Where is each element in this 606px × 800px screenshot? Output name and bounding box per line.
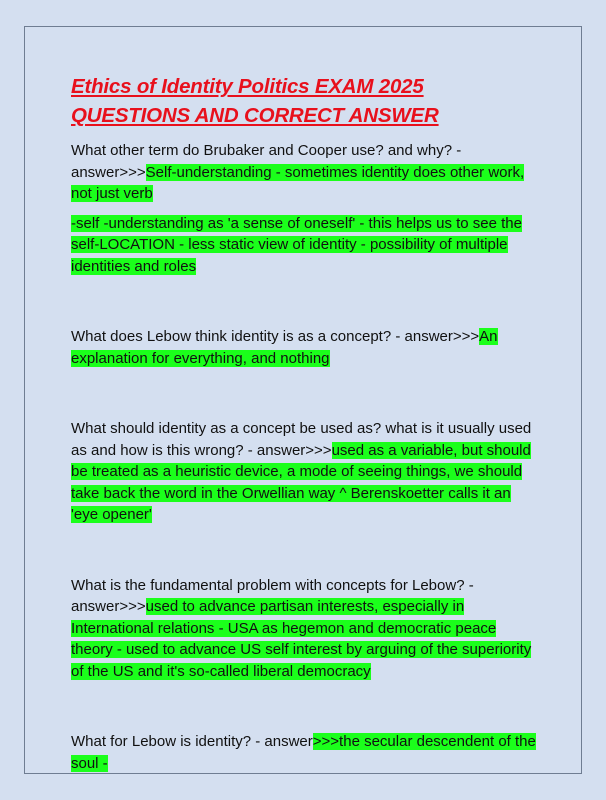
qa-item [71, 575, 541, 683]
qa-paragraph [71, 326, 541, 369]
answer-text: An explanation for everything, and nothing [71, 328, 498, 367]
qa-paragraph [71, 575, 541, 683]
qa-item [71, 418, 541, 526]
document-title: Ethics of Identity Politics EXAM 2025 QUESTIONS AND CORRECT ANSWER [71, 75, 439, 127]
answer-text: >>>the secular descendent of the soul - [71, 733, 536, 772]
qa-paragraph [71, 731, 541, 774]
qa-item [71, 731, 541, 774]
answer-extra-text: -self -understanding as 'a sense of oneself' - this helps us to see the self-LOCATION - less static view of identity - possibility of multiple identities and roles [71, 214, 522, 275]
answer-text: used as a variable, but should be treated as a heuristic device, a mode of seeing things, we should take back the word in the Orwellian way ^ Berenskoetter calls it an 'eye opener' [71, 441, 531, 523]
qa-paragraph [71, 418, 541, 526]
qa-item [71, 140, 541, 277]
question-text: What for Lebow is identity? - answer [71, 733, 313, 750]
question-text: What should identity as a concept be used as? what is it usually used as and how is this wrong? - answer>>> [71, 420, 532, 459]
answer-text: used to advance partisan interests, especially in International relations - USA as hegemon and democratic peace theory - used to advance US self interest by arguing of the superiority of the US and it's so-called liberal democracy [71, 598, 532, 680]
document-body [71, 72, 541, 774]
qa-paragraph [71, 140, 541, 205]
answer-text: Self-understanding - sometimes identity does other work, not just verb [71, 163, 525, 202]
answer-continuation [71, 213, 541, 278]
qa-item [71, 326, 541, 369]
question-text: What is the fundamental problem with concepts for Lebow? - answer>>> [71, 576, 474, 615]
question-text: What other term do Brubaker and Cooper use? and why? - answer>>> [71, 142, 462, 181]
question-text: What does Lebow think identity is as a concept? - answer>>> [71, 328, 480, 345]
